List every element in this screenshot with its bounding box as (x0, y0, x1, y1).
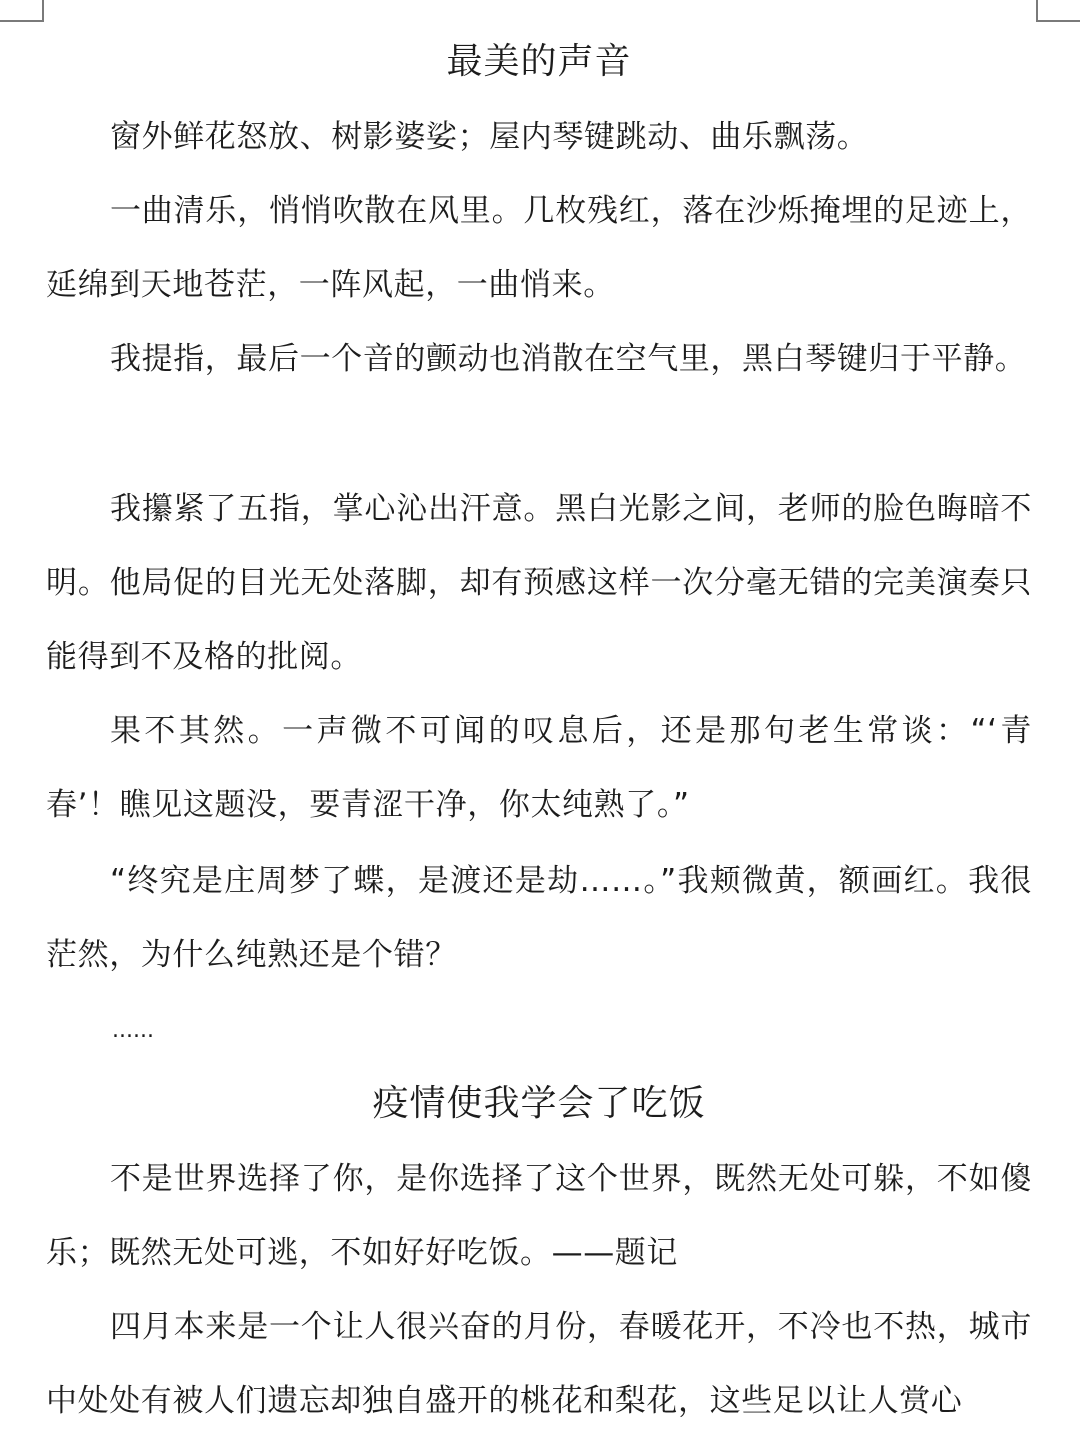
article-1-paragraph-1: 窗外鲜花怒放、树影婆娑；屋内琴键跳动、曲乐飘荡。 (110, 119, 869, 155)
article-1-paragraph-5: 果不其然。一声微不可闻的叹息后，还是那句老生常谈：“‘青春’！瞧见这题没，要青涩干净，你太纯熟了。” (46, 713, 1032, 823)
page-corner-left-mark (0, 0, 44, 22)
page-corner-right-mark (1036, 0, 1080, 22)
article-2-paragraph-2: 四月本来是一个让人很兴奋的月份，春暖花开，不冷也不热，城市中处处有被人们遗忘却独自盛开的桃花和梨花，这些足以让人赏心 (46, 1309, 1032, 1419)
article-1-paragraph-3: 我提指，最后一个音的颤动也消散在空气里，黑白琴键归于平静。 (110, 341, 1027, 377)
article-1-title: 最美的声音 (446, 41, 632, 82)
article-2-title: 疫情使我学会了吃饭 (372, 1083, 706, 1124)
article-1-paragraph-4: 我攥紧了五指，掌心沁出汗意。黑白光影之间，老师的脸色晦暗不明。他局促的目光无处落脚，却有预感这样一次分毫无错的完美演奏只能得到不及格的批阅。 (46, 491, 1032, 675)
article-2-paragraph-1: 不是世界选择了你，是你选择了这个世界，既然无处可躲，不如傻乐；既然无处可逃，不如好好吃饭。——题记 (46, 1161, 1032, 1271)
article-1-ellipsis: ...... (112, 1018, 154, 1043)
article-1-paragraph-2: 一曲清乐，悄悄吹散在风里。几枚残红，落在沙烁掩埋的足迹上，延绵到天地苍茫，一阵风起，一曲悄来。 (46, 193, 1032, 303)
article-1-paragraph-6: “终究是庄周梦了蝶，是渡还是劫……。”我颊微黄，额画红。我很茫然，为什么纯熟还是个错？ (46, 863, 1032, 973)
